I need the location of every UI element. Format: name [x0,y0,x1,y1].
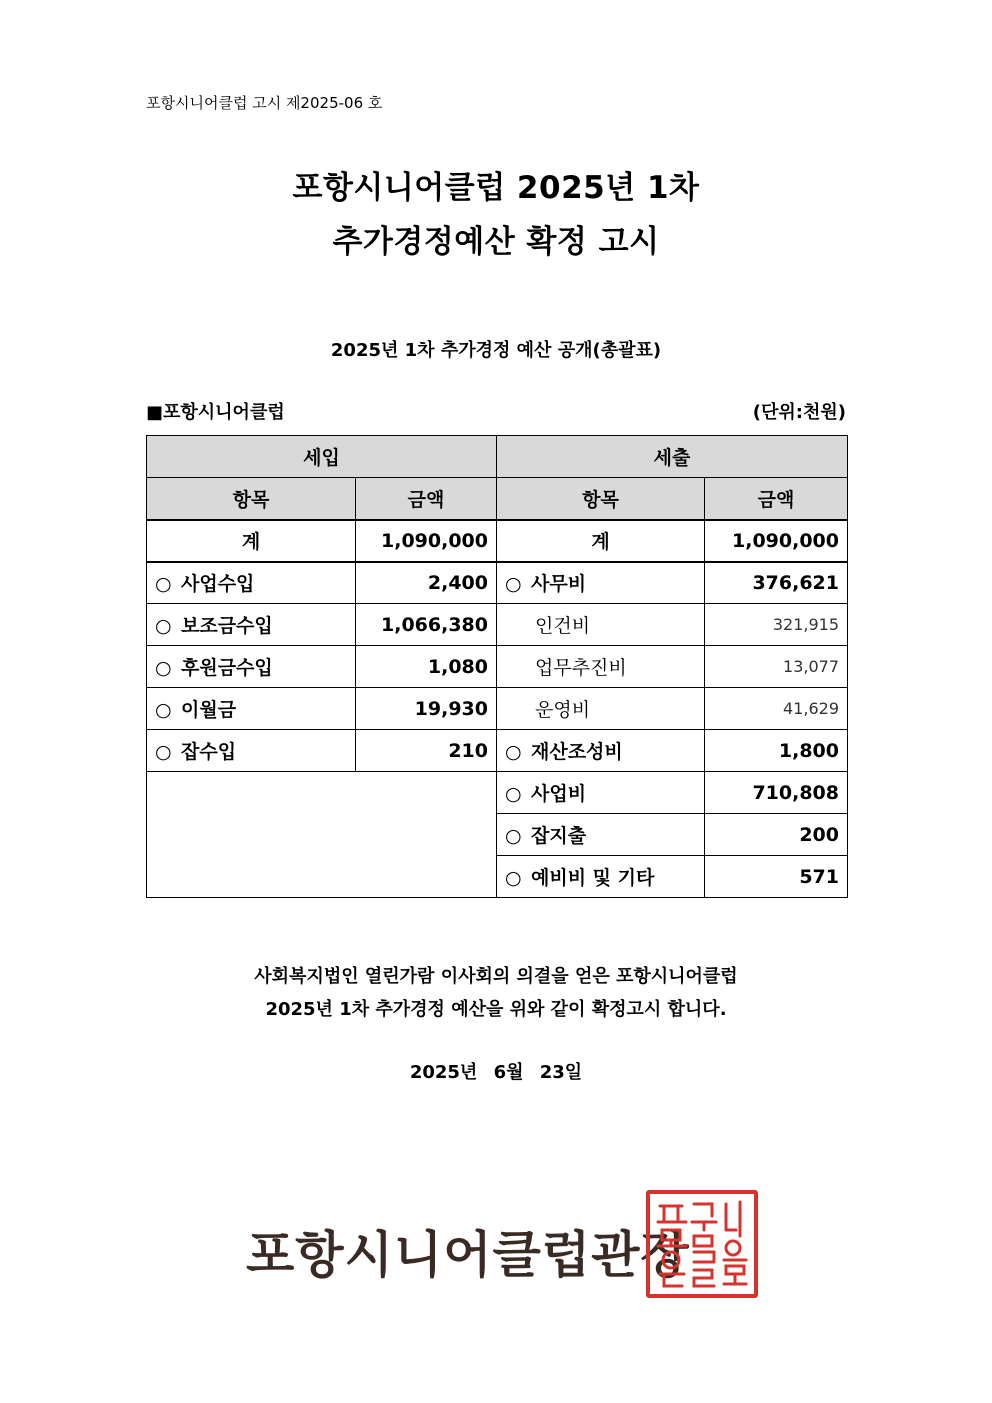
circle-bullet-icon: ○ [505,573,522,596]
expense-amount: 710,808 [705,772,848,814]
expense-section-header: 세출 [497,436,848,478]
expense-subitem [497,688,705,730]
circle-bullet-icon: ○ [505,825,522,847]
table-row [147,646,848,688]
revenue-amount-header: 금액 [356,478,497,520]
revenue-item [147,604,356,646]
table-row [147,688,848,730]
table-row [147,730,848,772]
revenue-item-label: 잡수입 [181,741,237,763]
expense-subitem-amount: 13,077 [705,646,848,688]
revenue-section-header: 세입 [147,436,497,478]
circle-bullet-icon: ○ [155,699,172,721]
total-row [147,520,848,562]
table-row [147,562,848,604]
expense-item [497,772,705,814]
table-column-header-row [147,478,848,520]
document-title-line2: 추가경정예산 확정 고시 [332,224,660,260]
revenue-item-label: 보조금수입 [181,615,273,637]
expense-amount: 376,621 [705,562,848,604]
expense-amount: 200 [705,814,848,856]
unit-label: (단위:천원) [752,402,846,423]
expense-item-header: 항목 [497,478,705,520]
expense-item-label: 사업비 [531,783,587,805]
expense-subitem-label: 업무추진비 [535,657,627,679]
revenue-total-label: 계 [147,520,356,562]
circle-bullet-icon: ○ [155,741,172,763]
expense-total-label: 계 [497,520,705,562]
expense-subitem [497,646,705,688]
revenue-amount: 210 [356,730,497,772]
circle-bullet-icon: ○ [155,573,172,596]
revenue-empty-cell [147,772,497,898]
conclusion-line1: 사회복지법인 열린가람 이사회의 의결을 얻은 포항시니어클럽 [254,966,738,987]
budget-summary-table [146,435,848,898]
table-row [147,604,848,646]
director-signature: 포항시니어클럽관장 [246,1226,690,1284]
circle-bullet-icon: ○ [505,867,522,889]
revenue-item [147,562,356,604]
circle-bullet-icon: ○ [505,783,522,805]
expense-amount-header: 금액 [705,478,848,520]
revenue-item-label: 후원금수입 [181,657,273,679]
expense-item-label: 잡지출 [531,825,587,847]
notice-number: 포항시니어클럽 고시 제2025-06 호 [146,94,383,112]
expense-item [497,856,705,898]
expense-subitem-amount: 41,629 [705,688,848,730]
table-row [147,772,848,814]
circle-bullet-icon: ○ [155,657,172,679]
revenue-item-label: 이월금 [181,699,237,721]
revenue-item [147,646,356,688]
expense-subitem-label: 운영비 [535,699,591,721]
expense-item-label: 예비비 및 기타 [531,867,655,889]
expense-item-label: 사무비 [531,573,587,596]
expense-item-label: 재산조성비 [531,741,623,763]
revenue-amount: 1,066,380 [356,604,497,646]
official-seal-icon [646,1190,758,1298]
expense-subitem-label: 인건비 [535,615,591,637]
expense-amount: 571 [705,856,848,898]
circle-bullet-icon: ○ [505,741,522,763]
expense-item [497,562,705,604]
expense-total-amount: 1,090,000 [705,520,848,562]
revenue-item-header: 항목 [147,478,356,520]
document-title-line1: 포항시니어클럽 2025년 1차 [292,170,700,206]
expense-item [497,814,705,856]
notice-date: 2025년 6월 23일 [409,1062,583,1083]
seal-graphic [650,1194,754,1294]
expense-item [497,730,705,772]
expense-amount: 1,800 [705,730,848,772]
circle-bullet-icon: ○ [155,615,172,637]
revenue-item [147,730,356,772]
table-section-header-row [147,436,848,478]
organization-label: ■포항시니어클럽 [146,402,285,423]
expense-subitem-amount: 321,915 [705,604,848,646]
conclusion-line2: 2025년 1차 추가경정 예산을 위와 같이 확정고시 합니다. [265,999,727,1020]
revenue-amount: 19,930 [356,688,497,730]
expense-subitem [497,604,705,646]
revenue-item [147,688,356,730]
revenue-item-label: 사업수입 [181,573,255,596]
revenue-amount: 1,080 [356,646,497,688]
revenue-amount: 2,400 [356,562,497,604]
table-subtitle: 2025년 1차 추가경정 예산 공개(총괄표) [330,340,662,361]
revenue-total-amount: 1,090,000 [356,520,497,562]
